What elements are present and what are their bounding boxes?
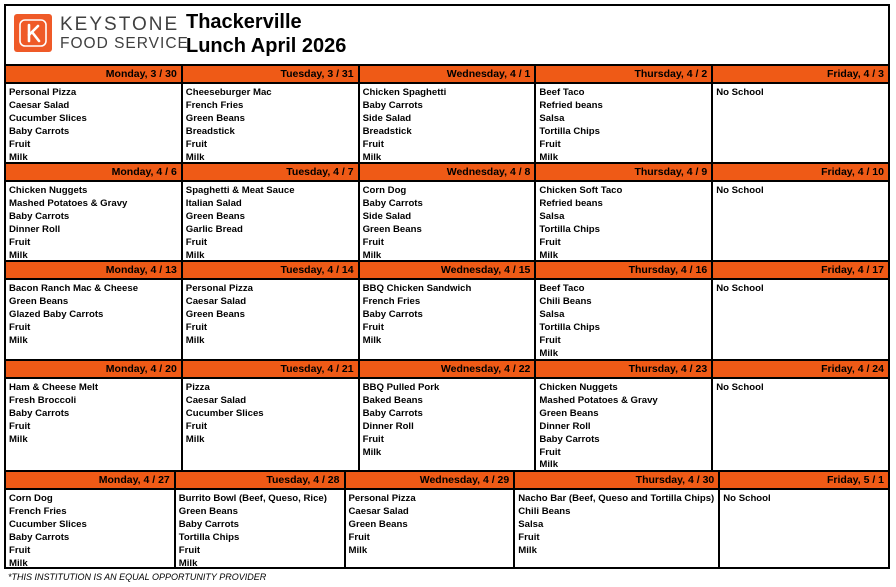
menu-item: Refried beans bbox=[539, 99, 603, 111]
day-cell bbox=[344, 472, 514, 567]
week-row bbox=[6, 64, 888, 162]
day-cell bbox=[718, 472, 888, 567]
day-cell bbox=[181, 164, 358, 260]
menu-item: Nacho Bar (Beef, Queso and Tortilla Chips) bbox=[518, 493, 715, 504]
menu-items bbox=[183, 84, 358, 164]
menu-item: Refried beans bbox=[539, 197, 603, 209]
menu-item: French Fries bbox=[185, 99, 244, 111]
day-header: Friday, 4 / 10 bbox=[713, 164, 888, 182]
menu-item: Chicken Nuggets bbox=[9, 185, 88, 196]
menu-item: Fruit bbox=[185, 420, 208, 432]
menu-items bbox=[176, 490, 344, 570]
menu-item: Fruit bbox=[185, 236, 208, 248]
day-header: Monday, 4 / 27 bbox=[6, 472, 174, 490]
menu-item: Cucumber Slices bbox=[9, 518, 87, 530]
menu-items bbox=[713, 84, 888, 100]
menu-item: BBQ Pulled Pork bbox=[362, 382, 440, 393]
menu-item: Italian Salad bbox=[185, 197, 242, 209]
menu-items bbox=[183, 280, 358, 348]
day-header: Thursday, 4 / 2 bbox=[536, 66, 711, 84]
day-header: Tuesday, 4 / 7 bbox=[183, 164, 358, 182]
day-header: Tuesday, 4 / 28 bbox=[176, 472, 344, 490]
menu-item: Milk bbox=[539, 459, 559, 471]
menu-items bbox=[360, 379, 535, 459]
menu-item: Chili Beans bbox=[518, 505, 571, 517]
menu-item: Milk bbox=[9, 249, 28, 261]
menu-item: Cucumber Slices bbox=[185, 407, 264, 419]
menu-item: Caesar Salad bbox=[185, 295, 247, 307]
menu-title: Lunch April 2026 bbox=[186, 35, 347, 57]
menu-item: Green Beans bbox=[9, 295, 69, 307]
menu-item: Fresh Broccoli bbox=[9, 394, 77, 406]
menu-item: Personal Pizza bbox=[348, 493, 416, 504]
menu-items bbox=[360, 84, 535, 164]
menu-item: Corn Dog bbox=[9, 493, 53, 504]
menu-item: Garlic Bread bbox=[185, 223, 243, 235]
menu-item: Baby Carrots bbox=[9, 125, 70, 137]
menu-item: Baby Carrots bbox=[9, 531, 70, 543]
menu-items bbox=[713, 280, 888, 296]
day-header: Tuesday, 4 / 21 bbox=[183, 361, 358, 379]
menu-item: Fruit bbox=[362, 433, 384, 445]
day-cell bbox=[358, 164, 535, 260]
menu-item: Baby Carrots bbox=[178, 518, 239, 530]
menu-item: Fruit bbox=[9, 321, 31, 333]
day-header: Wednesday, 4 / 8 bbox=[360, 164, 535, 182]
menu-item: No School bbox=[716, 382, 764, 393]
menu-item: French Fries bbox=[9, 505, 67, 517]
menu-item: Fruit bbox=[185, 321, 208, 333]
title-block bbox=[186, 10, 346, 58]
menu-items bbox=[536, 379, 711, 472]
menu-item: Milk bbox=[362, 446, 382, 458]
menu-item: Milk bbox=[185, 151, 205, 163]
menu-item: Green Beans bbox=[539, 407, 599, 419]
menu-item: Caesar Salad bbox=[185, 394, 247, 406]
menu-item: Fruit bbox=[348, 531, 370, 543]
menu-item: Corn Dog bbox=[362, 185, 407, 196]
menu-items bbox=[360, 182, 535, 262]
menu-item: Dinner Roll bbox=[9, 223, 61, 235]
day-cell bbox=[181, 262, 358, 359]
menu-item: Fruit bbox=[539, 446, 561, 458]
menu-item: Fruit bbox=[539, 236, 561, 248]
menu-item: Green Beans bbox=[178, 505, 238, 517]
menu-calendar-grid bbox=[6, 64, 888, 567]
menu-item: Milk bbox=[362, 249, 382, 261]
day-header: Friday, 4 / 3 bbox=[713, 66, 888, 84]
menu-item: Fruit bbox=[9, 420, 31, 432]
menu-item: Milk bbox=[539, 347, 559, 359]
menu-item: Milk bbox=[185, 334, 205, 346]
menu-items bbox=[6, 379, 181, 447]
menu-items bbox=[6, 280, 181, 348]
menu-item: Salsa bbox=[539, 112, 565, 124]
menu-item: Chicken Spaghetti bbox=[362, 87, 447, 98]
menu-item: Cucumber Slices bbox=[9, 112, 87, 124]
day-cell bbox=[358, 262, 535, 359]
menu-item: Beef Taco bbox=[539, 283, 585, 294]
day-header: Friday, 4 / 24 bbox=[713, 361, 888, 379]
day-cell bbox=[358, 361, 535, 470]
logo-line2: FOOD SERVICE bbox=[60, 34, 189, 52]
menu-item: Green Beans bbox=[362, 223, 422, 235]
menu-item: Personal Pizza bbox=[9, 87, 77, 98]
menu-item: Tortilla Chips bbox=[539, 321, 600, 333]
menu-item: Green Beans bbox=[185, 210, 245, 222]
day-cell bbox=[534, 164, 711, 260]
menu-item: Milk bbox=[362, 334, 382, 346]
menu-item: Tortilla Chips bbox=[539, 223, 600, 235]
menu-item: Milk bbox=[539, 249, 559, 261]
menu-item: No School bbox=[723, 493, 771, 504]
day-cell bbox=[181, 66, 358, 162]
logo-line1: KEYSTONE bbox=[60, 13, 180, 35]
day-header: Monday, 3 / 30 bbox=[6, 66, 181, 84]
day-cell bbox=[181, 361, 358, 470]
day-header: Thursday, 4 / 23 bbox=[536, 361, 711, 379]
day-cell bbox=[6, 164, 181, 260]
menu-item: Fruit bbox=[518, 531, 540, 543]
menu-item: Fruit bbox=[9, 544, 31, 556]
menu-item: Fruit bbox=[362, 236, 384, 248]
menu-item: Milk bbox=[9, 433, 28, 445]
menu-item: Milk bbox=[178, 557, 198, 569]
day-header: Wednesday, 4 / 22 bbox=[360, 361, 535, 379]
day-header: Thursday, 4 / 30 bbox=[515, 472, 718, 490]
day-cell bbox=[6, 66, 181, 162]
menu-item: Chicken Nuggets bbox=[539, 382, 618, 393]
menu-frame bbox=[4, 4, 890, 569]
menu-item: Spaghetti & Meat Sauce bbox=[185, 185, 295, 196]
menu-item: Mashed Potatoes & Gravy bbox=[539, 394, 658, 406]
day-header: Monday, 4 / 13 bbox=[6, 262, 181, 280]
week-row bbox=[6, 359, 888, 470]
menu-items bbox=[183, 182, 358, 262]
menu-item: Fruit bbox=[185, 138, 208, 150]
menu-items bbox=[713, 182, 888, 198]
menu-item: Beef Taco bbox=[539, 87, 585, 98]
menu-items bbox=[720, 490, 888, 506]
day-cell bbox=[711, 262, 888, 359]
menu-item: Fruit bbox=[362, 138, 384, 150]
week-row bbox=[6, 470, 888, 567]
menu-item: Green Beans bbox=[185, 112, 245, 124]
menu-item: Side Salad bbox=[362, 112, 412, 124]
menu-items bbox=[515, 490, 718, 558]
day-cell bbox=[711, 66, 888, 162]
menu-item: Baby Carrots bbox=[539, 433, 600, 445]
menu-item: Milk bbox=[9, 151, 28, 163]
menu-item: Milk bbox=[539, 151, 559, 163]
menu-item: Milk bbox=[348, 544, 368, 556]
menu-item: Cheeseburger Mac bbox=[185, 87, 272, 98]
menu-items bbox=[6, 84, 181, 164]
keystone-k-icon bbox=[14, 14, 52, 52]
equal-opportunity-footer: *THIS INSTITUTION IS AN EQUAL OPPORTUNITY PROVIDER bbox=[8, 572, 267, 582]
menu-item: Glazed Baby Carrots bbox=[9, 308, 104, 320]
menu-item: Breadstick bbox=[362, 125, 412, 137]
menu-item: Baby Carrots bbox=[9, 210, 70, 222]
menu-item: Baby Carrots bbox=[362, 197, 423, 209]
menu-item: Dinner Roll bbox=[362, 420, 414, 432]
menu-item: Burrito Bowl (Beef, Queso, Rice) bbox=[178, 493, 327, 504]
menu-item: Milk bbox=[185, 249, 205, 261]
menu-items bbox=[536, 84, 711, 164]
menu-item: Salsa bbox=[518, 518, 544, 530]
menu-item: Caesar Salad bbox=[348, 505, 409, 517]
day-cell bbox=[6, 361, 181, 470]
keystone-logo bbox=[14, 14, 189, 52]
menu-item: Tortilla Chips bbox=[178, 531, 240, 543]
menu-item: Fruit bbox=[539, 138, 561, 150]
menu-items bbox=[360, 280, 535, 348]
school-name: Thackerville bbox=[186, 11, 302, 33]
menu-item: Baby Carrots bbox=[362, 308, 423, 320]
day-cell bbox=[534, 361, 711, 470]
menu-items bbox=[713, 379, 888, 395]
day-cell bbox=[711, 361, 888, 470]
menu-item: French Fries bbox=[362, 295, 421, 307]
menu-items bbox=[6, 182, 181, 262]
menu-item: Chicken Soft Taco bbox=[539, 185, 623, 196]
menu-item: Chili Beans bbox=[539, 295, 592, 307]
menu-items bbox=[6, 490, 174, 570]
day-header: Tuesday, 3 / 31 bbox=[183, 66, 358, 84]
menu-item: Milk bbox=[185, 433, 205, 445]
day-header: Wednesday, 4 / 29 bbox=[346, 472, 514, 490]
menu-item: Ham & Cheese Melt bbox=[9, 382, 99, 393]
menu-item: Baked Beans bbox=[362, 394, 423, 406]
menu-item: Salsa bbox=[539, 210, 565, 222]
day-header: Wednesday, 4 / 15 bbox=[360, 262, 535, 280]
menu-item: Green Beans bbox=[348, 518, 408, 530]
menu-item: No School bbox=[716, 87, 764, 98]
menu-item: Dinner Roll bbox=[539, 420, 591, 432]
menu-item: Breadstick bbox=[185, 125, 235, 137]
day-header: Thursday, 4 / 16 bbox=[536, 262, 711, 280]
menu-items bbox=[536, 182, 711, 262]
menu-item: Caesar Salad bbox=[9, 99, 70, 111]
menu-item: Tortilla Chips bbox=[539, 125, 600, 137]
menu-item: No School bbox=[716, 185, 764, 196]
menu-item: Personal Pizza bbox=[185, 283, 253, 294]
day-cell bbox=[534, 66, 711, 162]
day-header: Monday, 4 / 6 bbox=[6, 164, 181, 182]
day-cell bbox=[6, 262, 181, 359]
menu-item: Fruit bbox=[9, 236, 31, 248]
day-cell bbox=[534, 262, 711, 359]
menu-item: Mashed Potatoes & Gravy bbox=[9, 197, 128, 209]
menu-item: Baby Carrots bbox=[362, 99, 423, 111]
menu-item: Baby Carrots bbox=[9, 407, 70, 419]
menu-item: BBQ Chicken Sandwich bbox=[362, 283, 472, 294]
menu-item: Fruit bbox=[178, 544, 201, 556]
menu-items bbox=[536, 280, 711, 360]
day-header: Wednesday, 4 / 1 bbox=[360, 66, 535, 84]
menu-items bbox=[346, 490, 514, 558]
day-header: Tuesday, 4 / 14 bbox=[183, 262, 358, 280]
day-cell bbox=[711, 164, 888, 260]
menu-item: Milk bbox=[9, 334, 28, 346]
menu-item: Fruit bbox=[362, 321, 384, 333]
menu-item: Fruit bbox=[539, 334, 561, 346]
week-row bbox=[6, 162, 888, 260]
header bbox=[6, 6, 888, 64]
day-cell bbox=[6, 472, 174, 567]
day-header: Friday, 5 / 1 bbox=[720, 472, 888, 490]
menu-item: Fruit bbox=[9, 138, 31, 150]
day-cell bbox=[174, 472, 344, 567]
menu-item: Milk bbox=[362, 151, 382, 163]
menu-item: Side Salad bbox=[362, 210, 412, 222]
menu-item: Baby Carrots bbox=[362, 407, 423, 419]
menu-item: Salsa bbox=[539, 308, 565, 320]
day-cell bbox=[513, 472, 718, 567]
day-header: Monday, 4 / 20 bbox=[6, 361, 181, 379]
day-header: Thursday, 4 / 9 bbox=[536, 164, 711, 182]
day-header: Friday, 4 / 17 bbox=[713, 262, 888, 280]
menu-item: Green Beans bbox=[185, 308, 245, 320]
menu-item: No School bbox=[716, 283, 764, 294]
day-cell bbox=[358, 66, 535, 162]
menu-item: Milk bbox=[9, 557, 28, 569]
menu-items bbox=[183, 379, 358, 447]
menu-item: Pizza bbox=[185, 382, 210, 393]
menu-item: Milk bbox=[518, 544, 537, 556]
week-row bbox=[6, 260, 888, 359]
menu-item: Bacon Ranch Mac & Cheese bbox=[9, 283, 139, 294]
